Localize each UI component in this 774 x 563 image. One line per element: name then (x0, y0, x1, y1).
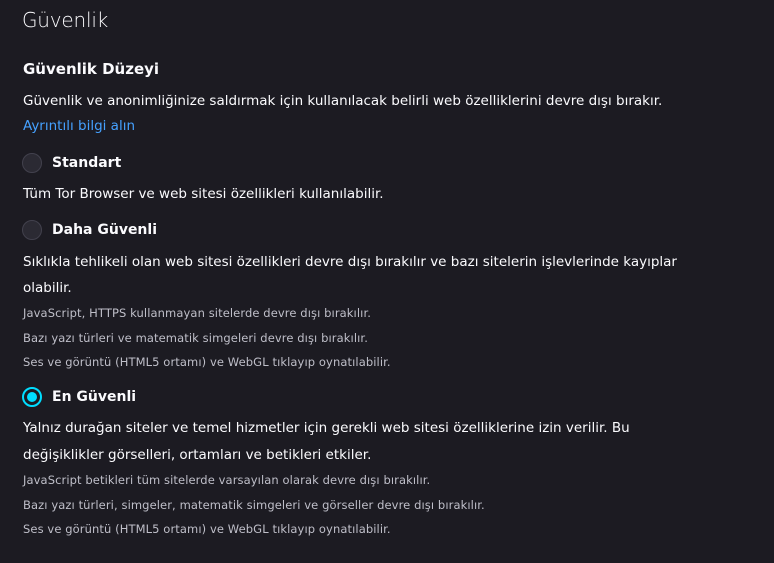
safer-description-line2: olabilir. (23, 280, 72, 296)
radio-safest-label: En Güvenli (52, 389, 137, 405)
radio-standard-button[interactable] (22, 153, 42, 173)
radio-standard-label: Standart (52, 155, 122, 171)
security-level-heading: Güvenlik Düzeyi (23, 60, 160, 78)
safer-detail-item: Bazı yazı türleri ve matematik simgeleri devre dışı bırakılır. (23, 331, 368, 345)
standard-description: Tüm Tor Browser ve web sitesi özellikleri kullanılabilir. (23, 186, 384, 202)
safest-detail-item: Ses ve görüntü (HTML5 ortamı) ve WebGL tıklayıp oynatılabilir. (23, 522, 391, 536)
page-title: Güvenlik (22, 8, 109, 32)
radio-standard[interactable] (22, 153, 121, 173)
radio-safer-button[interactable] (22, 220, 42, 240)
radio-safer[interactable] (22, 220, 157, 240)
radio-safest[interactable] (22, 387, 136, 407)
safer-detail-item: JavaScript, HTTPS kullanmayan sitelerde devre dışı bırakılır. (23, 306, 371, 320)
safest-description-line1: Yalnız durağan siteler ve temel hizmetler için gerekli web sitesi özelliklerine izin verilir. Bu (23, 420, 630, 436)
security-level-description: Güvenlik ve anonimliğinize saldırmak için kullanılacak belirli web özelliklerini devre dışı bırakır. (23, 93, 663, 109)
learn-more-link[interactable]: Ayrıntılı bilgi alın (23, 118, 136, 134)
radio-safer-label: Daha Güvenli (52, 222, 157, 238)
safest-detail-item: Bazı yazı türleri, simgeler, matematik simgeleri ve görseller devre dışı bırakılır. (23, 498, 485, 512)
radio-safest-button[interactable] (22, 387, 42, 407)
safest-description-line2: değişiklikler görselleri, ortamları ve betikleri etkiler. (23, 447, 372, 463)
safest-detail-item: JavaScript betikleri tüm sitelerde varsayılan olarak devre dışı bırakılır. (23, 473, 431, 487)
safer-detail-item: Ses ve görüntü (HTML5 ortamı) ve WebGL tıklayıp oynatılabilir. (23, 355, 391, 369)
safer-description-line1: Sıklıkla tehlikeli olan web sitesi özellikleri devre dışı bırakılır ve bazı sitelerin işlevlerinde kayıplar (23, 254, 677, 270)
